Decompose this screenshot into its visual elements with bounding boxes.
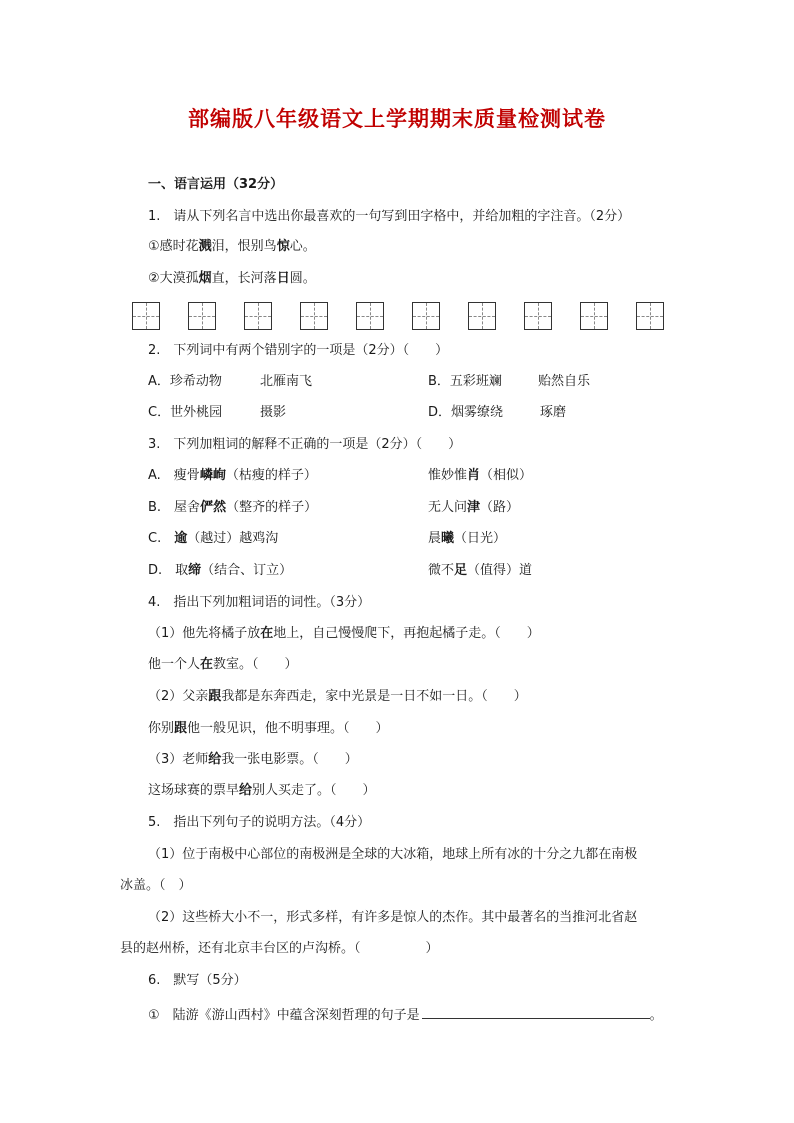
text: 别人买走了。（ ） [252,783,376,798]
bold-word: 缔 [188,563,202,578]
tianzige-grid [132,302,666,330]
tianzige-cell[interactable] [300,302,328,330]
question-4-sentence-1 [148,625,540,643]
page-title: 部编版八年级语文上学期期末质量检测试卷 [188,106,606,131]
text: B. 屋舍 [148,500,201,515]
text: 你别 [148,721,175,736]
question-5-stem: 5. 指出下列句子的说明方法。（4分） [148,815,371,830]
text: 泪，恨别鸟 [211,239,277,254]
question-2-option-a-2 [260,373,312,391]
bold-word: 曦 [441,531,455,546]
bold-word: 津 [467,500,481,515]
question-3-option-d [148,562,292,580]
question-4-stem: 4. 指出下列加粗词语的词性。（3分） [148,595,371,610]
question-2-option-b-2 [538,373,590,391]
text: D. 取 [148,563,189,578]
text: 圆。 [289,271,316,286]
bold-word: 逾 [174,531,188,546]
bold-char: 烟 [198,271,212,286]
tianzige-cell[interactable] [132,302,160,330]
text: ①感时花 [148,239,199,254]
text: 无人问 [428,500,468,515]
question-5-sentence-2-cont: 县的赵州桥，还有北京丰台区的卢沟桥。（ ） [120,941,439,956]
tianzige-cell[interactable] [580,302,608,330]
tianzige-cell[interactable] [468,302,496,330]
text: 我都是东奔西走，家中光景是一日不如一日。（ ） [221,689,527,704]
question-4-sentence-2b [148,720,389,738]
text: 他一般见识，他不明事理。（ ） [187,721,389,736]
section-heading: 一、语言运用（32分） [148,177,284,192]
question-3-option-a [148,467,317,485]
text: A. 瘦骨 [148,468,200,483]
text: B．五彩班斓 [428,374,502,389]
question-4-sentence-2 [148,688,527,706]
text: 他一个人 [148,657,201,672]
bold-char: 溅 [198,239,212,254]
tianzige-cell[interactable] [356,302,384,330]
text: 摄影 [260,405,287,420]
text: （值得）道 [467,563,533,578]
bold-word: 在 [260,626,274,641]
text: C. [148,531,175,546]
text: 这场球赛的票早 [148,783,240,798]
question-6-item-1 [148,1004,663,1025]
question-2-stem: 2. 下列词中有两个错别字的一项是（2分）（ ） [148,343,449,358]
answer-blank[interactable] [422,1004,650,1019]
question-3-stem: 3. 下列加粗词的解释不正确的一项是（2分）（ ） [148,437,462,452]
question-4-sentence-3 [148,751,358,769]
text: C．世外桃园 [148,405,223,420]
text: 心。 [289,239,316,254]
tianzige-cell[interactable] [244,302,272,330]
text: D．烟雾缭绕 [428,405,504,420]
question-3-option-c [148,530,278,548]
question-5-sentence-1-cont: 冰盖。（ ） [120,878,192,893]
question-2-option-b [428,373,502,391]
question-6-stem: 6. 默写（5分） [148,973,247,988]
question-2-option-a [148,373,222,391]
question-2-option-c [148,404,222,422]
question-2-option-c-2 [260,404,286,422]
text: （2）父亲 [148,689,209,704]
bold-word: 给 [239,783,253,798]
text: 我一张电影票。（ ） [221,752,358,767]
text: ②大漠孤 [148,271,199,286]
text: （相似） [480,468,533,483]
text: （越过）越鸡沟 [187,531,279,546]
question-3-option-a-2 [428,467,532,485]
text: （枯瘦的样子） [225,468,317,483]
question-3-option-c-2 [428,530,506,548]
text: 北雁南飞 [260,374,313,389]
question-2-option-d [428,404,503,422]
text: 直，长河落 [211,271,277,286]
question-4-sentence-3b [148,782,376,800]
text: （3）老师 [148,752,209,767]
tianzige-cell[interactable] [412,302,440,330]
text: （日光） [454,531,507,546]
question-5-sentence-1: （1）位于南极中心部位的南极洲是全球的大冰箱，地球上所有冰的十分之九都在南极 [148,847,638,862]
tianzige-cell[interactable] [188,302,216,330]
bold-word: 俨然 [200,500,227,515]
question-3-option-b-2 [428,499,519,517]
text: 。 [649,1008,663,1023]
bold-word: 跟 [208,689,222,704]
bold-word: 足 [454,563,468,578]
text: 微不 [428,563,455,578]
text: 贻然自乐 [538,374,591,389]
text: （1）他先将橘子放 [148,626,261,641]
text: A．珍希动物 [148,374,222,389]
question-3-option-b [148,499,317,517]
text: （路） [480,500,520,515]
text: ① 陆游《游山西村》中蕴含深刻哲理的句子是 [148,1008,420,1023]
text: 教室。（ ） [213,657,298,672]
bold-word: 跟 [174,721,188,736]
question-1-option-2 [148,270,316,288]
question-1-stem: 1. 请从下列名言中选出你最喜欢的一句写到田字格中，并给加粗的字注音。（2分） [148,209,631,224]
tianzige-cell[interactable] [524,302,552,330]
tianzige-cell[interactable] [636,302,664,330]
text: （结合、订立） [201,563,293,578]
question-2-option-d-2 [540,404,566,422]
question-1-option-1 [148,238,316,256]
question-4-sentence-1b [148,656,298,674]
text: 琢磨 [540,405,567,420]
text: 地上，自己慢慢爬下，再抱起橘子走。（ ） [273,626,540,641]
bold-word: 肖 [467,468,481,483]
text: （整齐的样子） [226,500,318,515]
bold-word: 给 [208,752,222,767]
text: 惟妙惟 [428,468,468,483]
question-5-sentence-2: （2）这些桥大小不一，形式多样，有许多是惊人的杰作。其中最著名的当推河北省赵 [148,910,638,925]
bold-char: 日 [276,271,290,286]
bold-word: 在 [200,657,214,672]
question-3-option-d-2 [428,562,532,580]
bold-word: 嶙峋 [199,468,226,483]
text: 晨 [428,531,442,546]
bold-char: 惊 [276,239,290,254]
